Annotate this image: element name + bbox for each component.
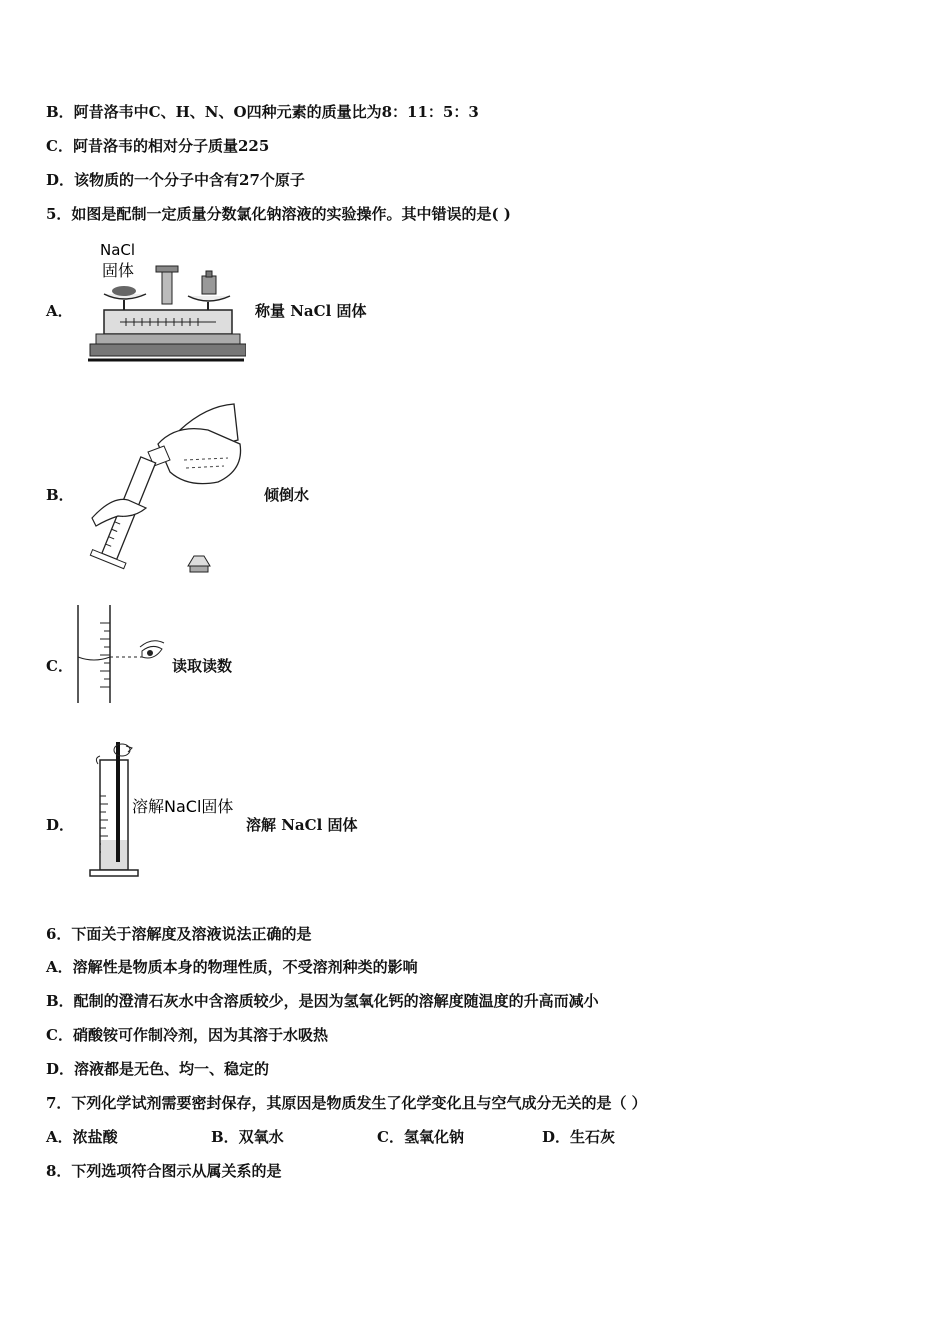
q7-choice-d: D．生石灰: [542, 1128, 616, 1146]
q7-choice-b: B．双氧水: [211, 1128, 284, 1146]
q6-option-d: D．溶液都是无色、均一、稳定的: [46, 1060, 270, 1078]
q6-option-a: A．溶解性是物质本身的物理性质，不受溶剂种类的影响: [46, 958, 418, 976]
q6-option-b: B．配制的澄清石灰水中含溶质较少，是因为氢氧化钙的溶解度随温度的升高而减小: [46, 992, 599, 1010]
q5-stem: 5．如图是配制一定质量分数氯化钠溶液的实验操作。其中错误的是( ): [46, 205, 511, 223]
q5-option-c-label: C．: [46, 657, 73, 675]
q7-choice-a: A．浓盐酸: [46, 1128, 118, 1146]
q5-option-c-caption: 读取读数: [172, 657, 233, 675]
q5-option-a-caption: 称量 NaCl 固体: [255, 302, 367, 320]
q6-option-c: C．硝酸铵可作制冷剂，因为其溶于水吸热: [46, 1026, 328, 1044]
q4-option-b: B．阿昔洛韦中C、H、N、O四种元素的质量比为8：11：5：3: [46, 103, 479, 121]
q5-option-d-caption: 溶解 NaCl 固体: [246, 816, 358, 834]
q5-fig-a-solid-text: 固体: [102, 261, 135, 280]
q8-stem: 8．下列选项符合图示从属关系的是: [46, 1162, 282, 1180]
q5-option-a-label: A．: [46, 302, 73, 320]
q5-option-d-label: D．: [46, 816, 75, 834]
q5-option-b-label: B．: [46, 486, 74, 504]
q6-stem: 6．下面关于溶解度及溶液说法正确的是: [46, 925, 312, 943]
q5-figure-d-dissolving: [86, 736, 246, 880]
q7-stem: 7．下列化学试剂需要密封保存，其原因是物质发生了化学变化且与空气成分无关的是（ ）: [46, 1094, 647, 1112]
q4-option-d: D．该物质的一个分子中含有27个原子: [46, 171, 305, 189]
q5-figure-a-balance: [86, 238, 246, 366]
q4-option-c: C．阿昔洛韦的相对分子质量225: [46, 137, 270, 155]
q5-figure-b-pouring: [88, 400, 248, 580]
q5-option-b-caption: 倾倒水: [264, 486, 310, 504]
q5-fig-a-nacl-text: NaCl: [100, 241, 136, 259]
q5-figure-c-reading: [74, 603, 170, 707]
q5-fig-d-label-text: 溶解NaCl固体: [132, 797, 234, 816]
q7-choice-c: C．氢氧化钠: [377, 1128, 464, 1146]
